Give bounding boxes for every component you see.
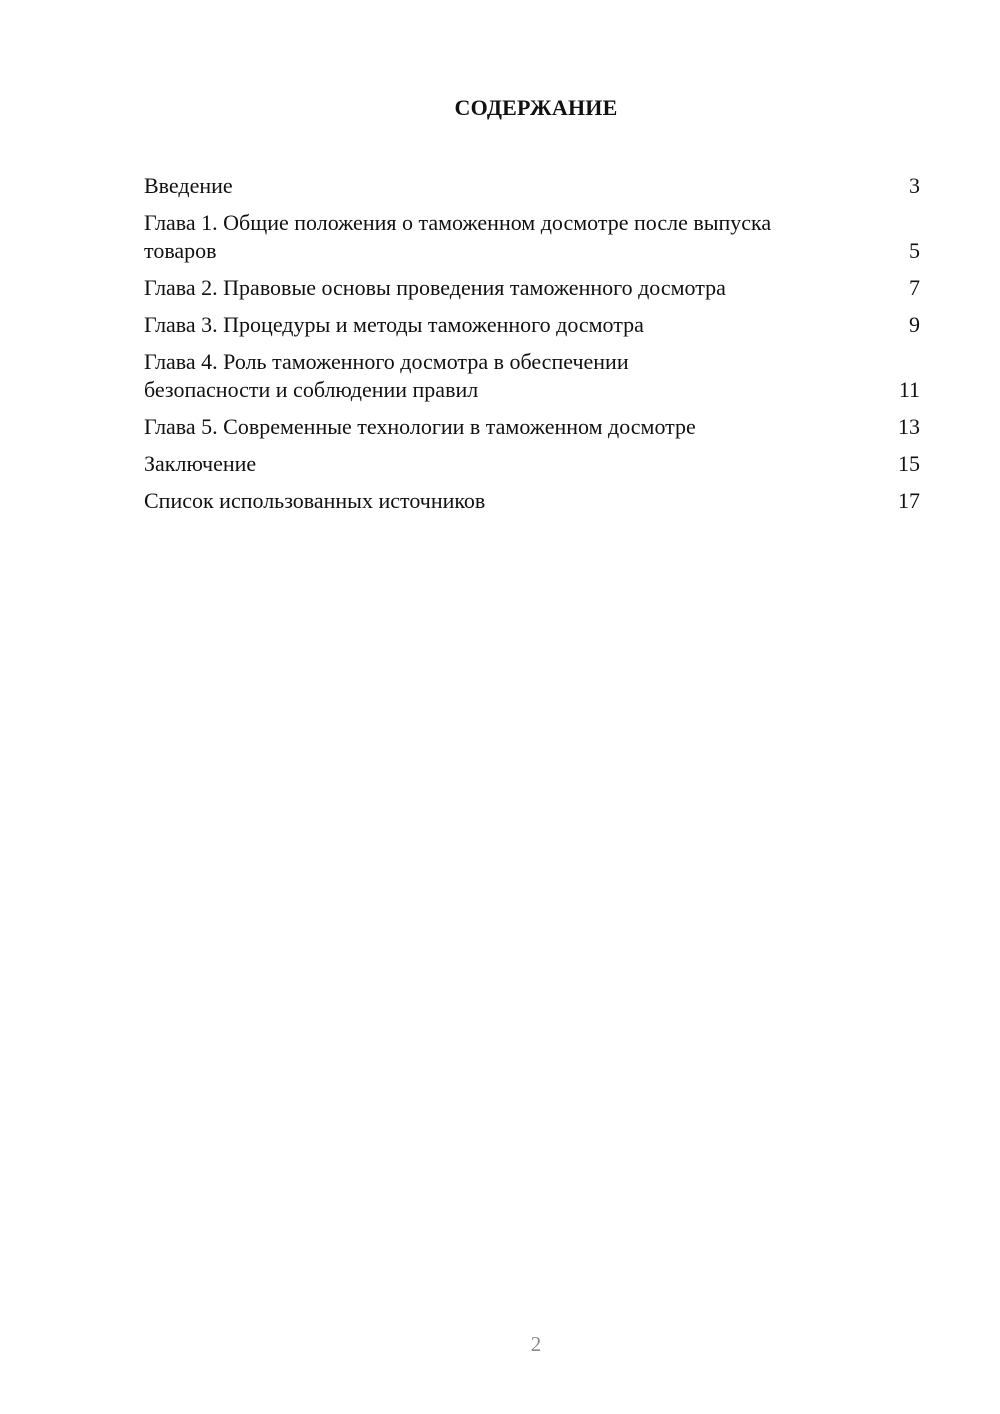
toc-entry-label: Заключение bbox=[144, 451, 257, 476]
toc-entry bbox=[144, 450, 920, 478]
toc-entry-page: 13 bbox=[898, 414, 920, 439]
page-title: СОДЕРЖАНИЕ bbox=[454, 95, 618, 120]
toc-entry-label: Глава 3. Процедуры и методы таможенного досмотра bbox=[144, 312, 644, 337]
toc-entry bbox=[144, 487, 920, 515]
toc-entry-label: Введение bbox=[144, 173, 233, 198]
toc-entry-page: 9 bbox=[909, 312, 920, 337]
toc-entry-page: 3 bbox=[909, 173, 920, 198]
toc-entry bbox=[144, 311, 920, 339]
toc-entry bbox=[144, 274, 920, 302]
toc-entry bbox=[144, 209, 920, 265]
toc-entry-page: 7 bbox=[909, 275, 920, 300]
toc-entry-page: 15 bbox=[898, 451, 920, 476]
toc-entry-label: Глава 5. Современные технологии в таможенном досмотре bbox=[144, 414, 696, 439]
toc-entry-page: 17 bbox=[898, 488, 920, 513]
toc-entry-page: 11 bbox=[898, 377, 920, 402]
table-of-contents bbox=[144, 172, 920, 524]
toc-entry-label: Список использованных источников bbox=[144, 488, 486, 513]
toc-entry-label: Глава 2. Правовые основы проведения таможенного досмотра bbox=[144, 275, 726, 300]
toc-entry-label: Глава 1. Общие положения о таможенном досмотре после выпуска товаров bbox=[144, 210, 772, 263]
toc-entry-page: 5 bbox=[909, 238, 920, 263]
toc-entry bbox=[144, 348, 920, 404]
toc-entry bbox=[144, 172, 920, 200]
page-number: 2 bbox=[530, 1332, 542, 1356]
toc-entry bbox=[144, 413, 920, 441]
toc-entry-label: Глава 4. Роль таможенного досмотра в обеспечении безопасности и соблюдении правил bbox=[144, 349, 629, 402]
